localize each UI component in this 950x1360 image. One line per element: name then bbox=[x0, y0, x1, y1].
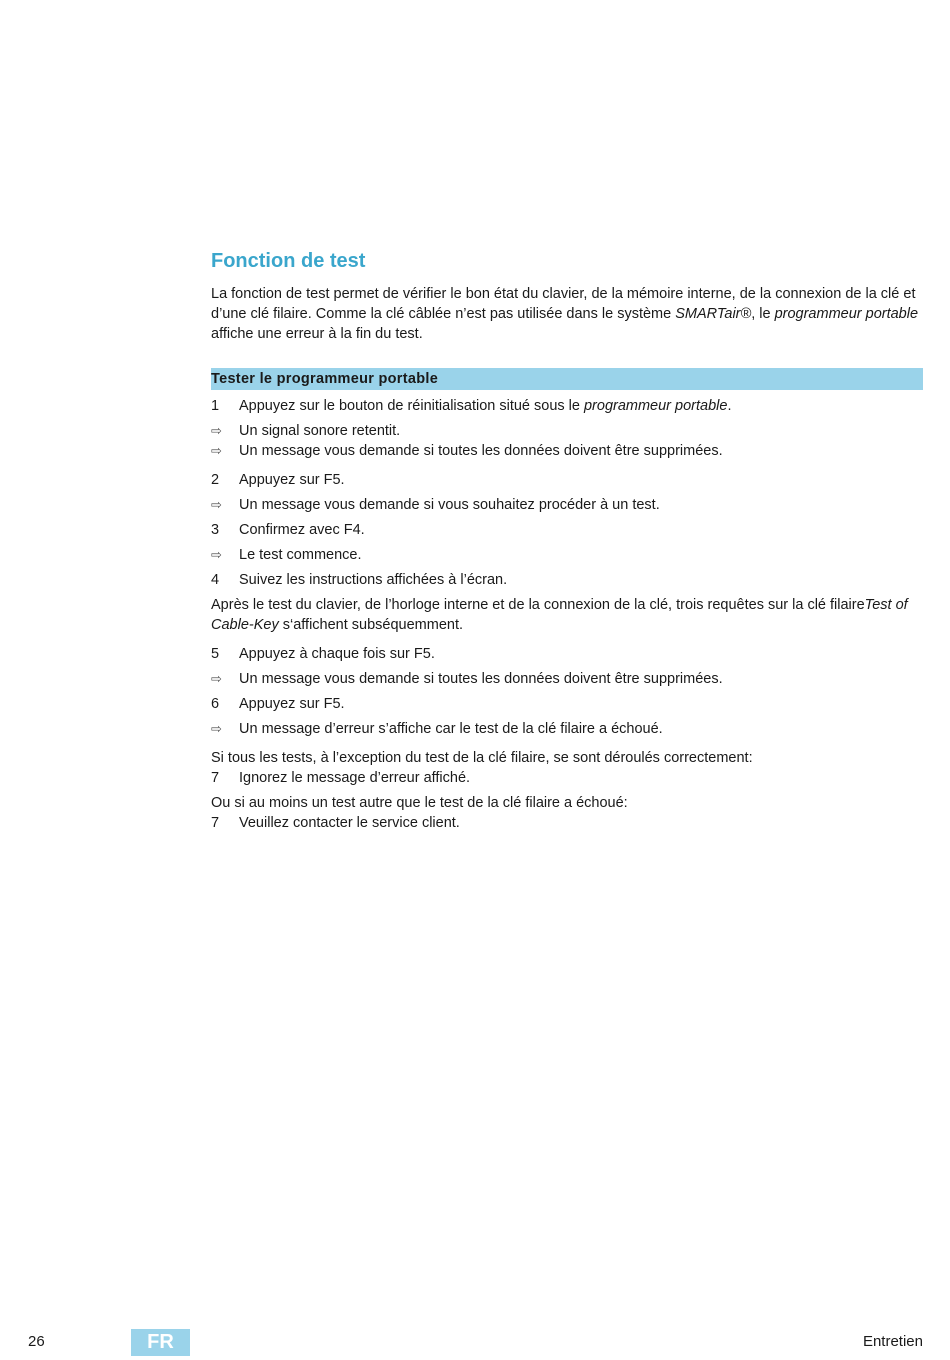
step-7a: 7 Ignorez le message d’erreur affiché. bbox=[211, 770, 471, 786]
brand-name: SMARTair® bbox=[675, 306, 752, 322]
result-1a: ⇨ Un signal sonore retentit. bbox=[211, 423, 401, 439]
arrow-right-outline-icon: ⇨ bbox=[211, 671, 222, 686]
arrow-right-outline-icon: ⇨ bbox=[211, 443, 222, 458]
section-title: Fonction de test bbox=[211, 250, 366, 272]
result-6: ⇨ Un message d’erreur s’affiche car le test de la clé filaire a échoué. bbox=[211, 721, 663, 737]
result-3: ⇨ Le test commence. bbox=[211, 547, 362, 563]
result-2: ⇨ Un message vous demande si vous souhaitez procéder à un test. bbox=[211, 497, 660, 513]
arrow-right-outline-icon: ⇨ bbox=[211, 721, 222, 736]
step-2: 2 Appuyez sur F5. bbox=[211, 472, 345, 488]
arrow-right-outline-icon: ⇨ bbox=[211, 423, 222, 438]
step-4: 4 Suivez les instructions affichées à l’écran. bbox=[211, 572, 508, 588]
language-badge: FR bbox=[131, 1329, 190, 1356]
result-1b: ⇨ Un message vous demande si toutes les données doivent être supprimées. bbox=[211, 443, 723, 459]
page-number: 26 bbox=[28, 1333, 45, 1350]
step-7b: 7 Veuillez contacter le service client. bbox=[211, 815, 460, 831]
condition-success: Si tous les tests, à l’exception du test de la clé filaire, se sont déroulés correctement: bbox=[211, 750, 753, 766]
footer-section-name: Entretien bbox=[862, 1333, 923, 1350]
step-5: 5 Appuyez à chaque fois sur F5. bbox=[211, 646, 435, 662]
arrow-right-outline-icon: ⇨ bbox=[211, 547, 222, 562]
subsection-heading: Tester le programmeur portable bbox=[211, 368, 923, 390]
device-name: programmeur portable bbox=[774, 306, 919, 322]
arrow-right-outline-icon: ⇨ bbox=[211, 497, 222, 512]
step-6: 6 Appuyez sur F5. bbox=[211, 696, 345, 712]
page-content bbox=[211, 248, 923, 833]
intro-paragraph: La fonction de test permet de vérifier le bon état du clavier, de la mémoire interne, de la connexion de la clé et d’une clé filaire. Comme la clé câblée n’est pas utilisée dans le système SMARTair®, le programmeur portable affiche une erreur à la fin du test. bbox=[211, 286, 919, 342]
after-test-paragraph: Après le test du clavier, de l’horloge interne et de la connexion de la clé, trois requêtes sur la clé filaireTest of Cable-Key s‘affichent subséquemment. bbox=[211, 597, 908, 633]
step-1: 1 Appuyez sur le bouton de réinitialisation situé sous le programmeur portable. bbox=[211, 398, 732, 414]
step-3: 3 Confirmez avec F4. bbox=[211, 522, 365, 538]
condition-failure: Ou si au moins un test autre que le test de la clé filaire a échoué: bbox=[211, 795, 628, 811]
result-5: ⇨ Un message vous demande si toutes les données doivent être supprimées. bbox=[211, 671, 723, 687]
